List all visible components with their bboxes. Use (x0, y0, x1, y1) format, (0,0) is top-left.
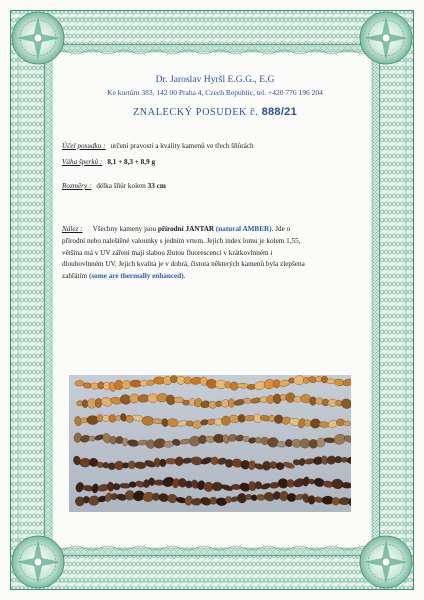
amber-bead (256, 494, 265, 501)
finding-text-5a: zahřátím (62, 272, 88, 281)
document-number: 888/21 (261, 106, 298, 118)
finding-line-5 (62, 271, 364, 283)
weight-value: 8,1 + 8,3 + 8,9 g (107, 158, 156, 166)
finding-text-5b: (some are thermally enhanced) (88, 272, 184, 281)
finding-text-1c: (natural AMBER) (215, 225, 272, 233)
issuer-address: Ke kurtům 383, 142 00 Praha 4, Czech Republic, tel. +420 776 196 204 (107, 88, 323, 97)
purpose-row (62, 142, 254, 151)
amber-necklaces-photo (69, 375, 351, 512)
finding-text-1a: Všechny kameny jsou (92, 225, 157, 233)
dimensions-prefix: délka šňůr kolem (96, 182, 146, 190)
finding-text-1d: . Jde o (271, 225, 291, 233)
purpose-value: určení pravosti a kvality kamenů ve třech šňůrách (110, 142, 254, 150)
document-title (62, 106, 368, 119)
dimensions-row (62, 182, 166, 191)
finding-line-4: dlouhovlnném UV. Jejich kvalita je v dobrá, čistota některých kamenů byla zlepšena (62, 260, 305, 269)
dimensions-value: 33 cm (147, 182, 166, 190)
weight-label: Váha šperků : (62, 158, 103, 166)
dimensions-label: Rozměry : (62, 182, 92, 190)
finding-line-2: přírodní nebo naleštěné valounky s jedním vrtem. Jejich index lomu je kolem 1,55, (62, 236, 301, 245)
amber-bead (268, 438, 279, 448)
document-title-label: ZNALECKÝ POSUDEK č. (132, 107, 259, 118)
amber-bead (308, 496, 315, 505)
finding-line-1 (62, 224, 364, 236)
weight-row (62, 158, 155, 167)
amber-bead (95, 398, 102, 407)
finding-text-5c: . (183, 272, 186, 281)
finding-line-3: většina má v UV záření mají slabou žlutou fluorescenci v krátkovlnném i (62, 248, 273, 257)
issuer-name: Dr. Jaroslav Hyršl E.G.G., E.G (155, 74, 275, 85)
finding-label: Nález : (62, 225, 83, 233)
finding-paragraph (62, 224, 364, 283)
purpose-label: Účel posudku : (62, 142, 106, 150)
finding-text-1b: přírodní JANTAR (157, 225, 215, 233)
